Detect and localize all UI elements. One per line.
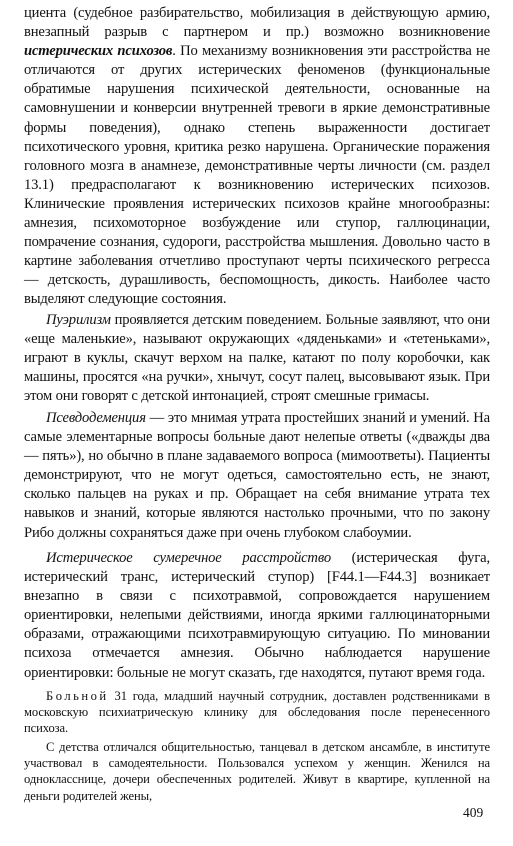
paragraph-text: — это мнимая утрата простейших знаний и умений. На самые элементарные вопросы больные дают нелепые ответы («дважды два — пять»), но обычно в плане задаваемого вопроса (мимоответы). Пациенты демонстрируют, что не могут одеться, самостоятельно есть, не знают, сколько пальцев на руках и пр. Обращает на себя внимание утрата тех навыков и знаний, которые являются настолько прочными, что по закону Рибо должны сохраняться даже при очень глубоком слабоумии. <box>24 410 490 541</box>
paragraph-text: циента (судебное разбирательство, мобилизация в действующую армию, внезапный разрыв с партнером и пр.) возможно возникновение <box>24 5 490 41</box>
paragraph-text: проявляется детским поведением. Больные заявляют, что они «еще маленькие», называют окружающих «дяденьками» и «тетеньками», играют в куклы, скачут верхом на палке, катают по полу коробочки, как машины, просятся «на ручки», хнычут, сосут палец, высовывают язык. При этом они говорят с детской интонацией, строят смешные гримасы. <box>24 312 490 405</box>
case-lead-word: Больной <box>46 689 109 703</box>
term-pseudodementia: Псевдодеменция <box>46 410 146 426</box>
case-report-intro <box>24 688 490 737</box>
paragraph-text: (истерическая фуга, истерический транс, истерический ступор) [F44.1—F44.3] возникает внезапно в связи с психотравмой, сопровождается нарушением ориентировки, нелепыми действиями, иногда яркими галлюцинаторными образами, отражающими психотравмирующую ситуацию. По миновании психоза отмечается амнезия. Обычно наблюдается нарушение ориентировки: больные не могут сказать, где находятся, путают время года. <box>24 550 490 681</box>
paragraph-text: С детства отличался общительностью, танцевал в детском ансамбле, в институте участвовал в самодеятельности. Пользовался успехом у женщин. Женился на однокласснице, дочери обеспеченных родителей. Живут в квартире, купленной на деньги родителей жены, <box>24 740 490 803</box>
paragraph-text: 31 года, младший научный сотрудник, доставлен родственниками в московскую психиатрическую клинику для обследования после перенесенного психоза. <box>24 689 490 736</box>
paragraph-hysterical-psychoses <box>24 4 490 310</box>
paragraph-twilight-disorder <box>24 549 490 683</box>
paragraph-text: . По механизму возникновения эти расстройства не отличаются от других истерических феноменов (функциональные обратимые нарушения психической деятельности, основанные на самовнушении и конверсии внутренней тревоги в яркие демонстративные формы поведения), однако степень выраженности достигает психотического уровня, критика резко нарушена. Органические поражения головного мозга в анамнезе, демонстративные черты личности (см. раздел 13.1) предрасполагают к возникновению истерических психозов. Клинические проявления истерических психозов крайне многообразны: амнезия, психомоторное возбуждение или ступор, галлюцинации, помрачение сознания, судороги, расстройства мышления. Довольно часто в картине заболевания отчетливо проступают черты психического регресса — детскость, дурашливость, беспомощность, дикость. Наиболее часто выделяют следующие состояния. <box>24 43 490 308</box>
case-report-history <box>24 739 490 804</box>
paragraph-puerilism <box>24 311 490 406</box>
term-puerilism: Пуэрилизм <box>46 312 111 328</box>
page-number: 409 <box>463 805 484 820</box>
term-twilight-disorder: Истерическое сумеречное расстройство <box>46 550 331 566</box>
paragraph-pseudodementia <box>24 409 490 543</box>
term-hysterical-psychoses: истерических психозов <box>24 43 173 60</box>
